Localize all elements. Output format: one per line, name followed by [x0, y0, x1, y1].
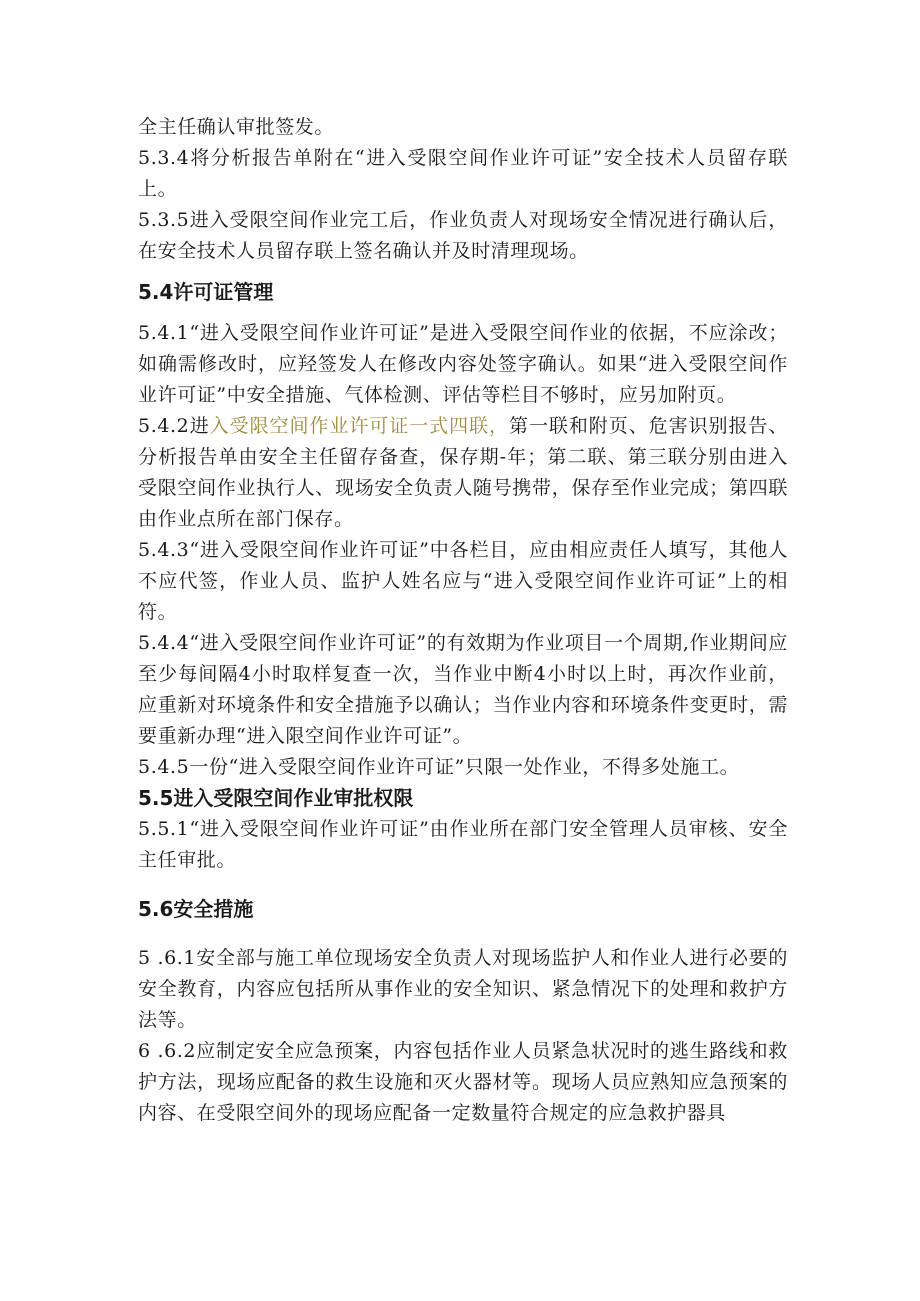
- paragraph-5-6-1: 5 .6.1安全部与施工单位现场安全负责人对现场监护人和作业人进行必要的安全教育，内容应包括所从事作业的安全知识、紧急情况下的处理和救护方法等。: [138, 947, 788, 1031]
- paragraph-5-4-2-prefix: 5.4.2进: [138, 415, 210, 437]
- paragraph-5-4-2-suffix: 第一联和附页、危害识别报告、分析报告单由安全主任留存备查，保存期-年；第二联、第三联分别由进入受限空间作业执行人、现场安全负责人随号携带，保存至作业完成；第四联由作业点所在部门保存。: [138, 415, 788, 530]
- paragraph-5-4-4: 5.4.4“进入受限空间作业许可证”的有效期为作业项目一个周期,作业期间应至少每间隔4小时取样复查一次，当作业中断4小时以上时，再次作业前，应重新对环境条件和安全措施予以确认；当作业内容和环境条件变更时，需要重新办理“进入限空间作业许可证”。: [138, 632, 788, 747]
- heading-5-4: 5.4许可证管理: [138, 280, 274, 304]
- heading-5-6: 5.6安全措施: [138, 897, 254, 921]
- highlighted-text: 入受限空间作业许可证一式四联，: [209, 415, 509, 437]
- paragraph-5-6-2: 6 .6.2应制定安全应急预案，内容包括作业人员紧急状况时的逃生路线和救护方法，现场应配备的救生设施和灭火器材等。现场人员应熟知应急预案的内容、在受限空间外的现场应配备一定数量符合规定的应急救护器具: [138, 1040, 788, 1124]
- paragraph-5-3-5: 5.3.5进入受限空间作业完工后，作业负责人对现场安全情况进行确认后，在安全技术人员留存联上签名确认并及时清理现场。: [138, 209, 788, 262]
- paragraph-5-3-3-tail: 全主任确认审批签发。: [138, 116, 335, 138]
- document-page: [138, 112, 788, 1129]
- paragraph-5-4-5: 5.4.5一份“进入受限空间作业许可证”只限一处作业，不得多处施工。: [138, 756, 740, 778]
- paragraph-5-4-3: 5.4.3“进入受限空间作业许可证”中各栏目，应由相应责任人填写，其他人不应代签，作业人员、监护人姓名应与“进入受限空间作业许可证”上的相符。: [138, 539, 788, 623]
- paragraph-5-5-1: 5.5.1“进入受限空间作业许可证”由作业所在部门安全管理人员审核、安全主任审批。: [138, 818, 788, 871]
- heading-5-5: 5.5进入受限空间作业审批权限: [138, 786, 414, 810]
- paragraph-5-4-1: 5.4.1“进入受限空间作业许可证”是进入受限空间作业的依据，不应涂改；如确需修改时，应羟签发人在修改内容处签字确认。如果“进入受限空间作业许可证”中安全措施、气体检测、评估等栏目不够时，应另加附页。: [138, 322, 788, 406]
- paragraph-5-4-2: [138, 411, 788, 535]
- paragraph-5-3-4: 5.3.4将分析报告单附在“进入受限空间作业许可证”安全技术人员留存联上。: [138, 147, 788, 200]
